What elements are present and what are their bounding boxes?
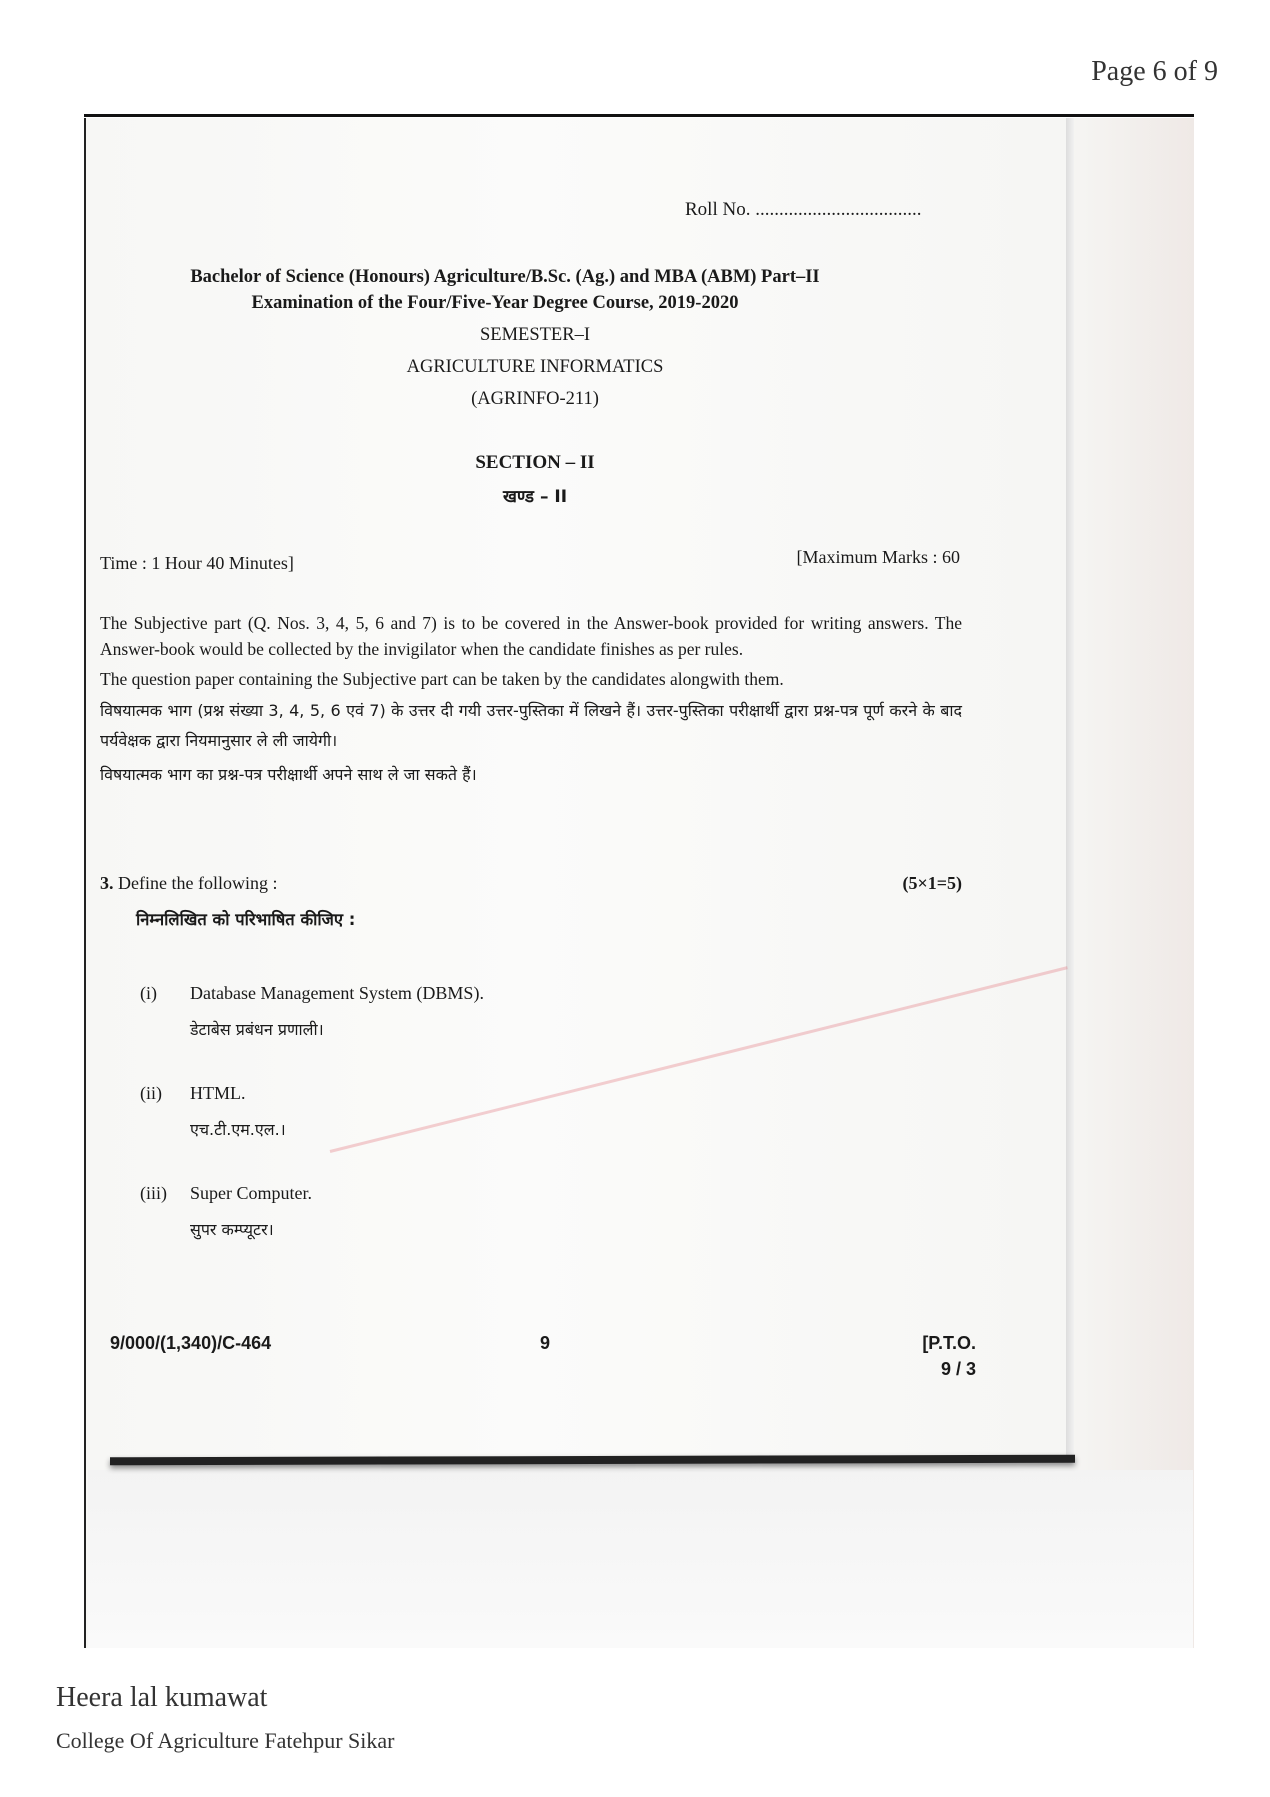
item-en: Super Computer. — [190, 1183, 312, 1203]
instruction-hi-2: विषयात्मक भाग का प्रश्न-पत्र परीक्षार्थी अपने साथ ले जा सकते हैं। — [100, 765, 477, 784]
instruction-hi-1: विषयात्मक भाग (प्रश्न संख्या 3, 4, 5, 6 एवं 7) के उत्तर दी गयी उत्तर-पुस्तिका में लिखने हैं। उत्तर-पुस्तिका परीक्षार्थी द्वारा प्रश्न-पत्र पूर्ण करने के बाद पर्यवेक्षक द्वारा नियमानुसार ले ली जायेगी। — [100, 701, 962, 750]
item-en: Database Management System (DBMS). — [190, 983, 484, 1003]
header-rule — [84, 114, 1194, 117]
question-hi: निम्नलिखित को परिभाषित कीजिए : — [136, 910, 356, 929]
item-numeral: (iii) — [140, 1183, 167, 1203]
roll-number: Roll No. ................................... — [685, 199, 922, 220]
question-item — [140, 980, 484, 1041]
paper-code: 9/000/(1,340)/C-464 — [110, 1333, 272, 1353]
question-item — [140, 1180, 312, 1241]
scan-right-edge — [1066, 118, 1074, 1458]
scan-lower-area — [88, 1470, 1193, 1648]
question-3 — [100, 870, 962, 896]
instructions — [100, 610, 962, 794]
instruction-en-2: The question paper containing the Subjective part can be taken by the candidates alongwith them. — [100, 669, 784, 689]
item-hi: डेटाबेस प्रबंधन प्रणाली। — [190, 1020, 324, 1040]
scan-left-edge — [84, 118, 86, 1648]
exam-header — [100, 264, 970, 412]
question-number: 3. — [100, 873, 114, 893]
question-text: Define the following : — [118, 873, 278, 893]
exam-title: Examination of the Four/Five-Year Degree Course, 2019-2020 — [251, 293, 739, 313]
paper-page-number: 9 — [540, 1333, 551, 1353]
item-numeral: (i) — [140, 983, 157, 1003]
section-heading — [100, 446, 970, 514]
section-hi: खण्ड – II — [502, 487, 568, 507]
item-en: HTML. — [190, 1083, 246, 1103]
question-item — [140, 1080, 286, 1141]
pto-label: [P.T.O. — [922, 1333, 976, 1353]
author-name: Heera lal kumawat — [56, 1682, 268, 1713]
subject-title: AGRICULTURE INFORMATICS — [406, 357, 664, 377]
page-number: Page 6 of 9 — [1091, 56, 1218, 87]
semester: SEMESTER–I — [480, 325, 590, 345]
college-name: College Of Agriculture Fatehpur Sikar — [56, 1728, 395, 1753]
subject-code: (AGRINFO-211) — [471, 389, 599, 409]
maximum-marks: [Maximum Marks : 60 — [796, 547, 960, 567]
time-allowed: Time : 1 Hour 40 Minutes] — [100, 553, 294, 573]
pto-block — [922, 1330, 976, 1382]
degree-title: Bachelor of Science (Honours) Agriculture/B.Sc. (Ag.) and MBA (ABM) Part–II — [190, 267, 820, 287]
instruction-en-1: The Subjective part (Q. Nos. 3, 4, 5, 6 and 7) is to be covered in the Answer-book provided for writing answers. The Answer-book would be collected by the invigilator when the candidate finishes as per rules. — [100, 613, 962, 659]
item-numeral: (ii) — [140, 1083, 162, 1103]
question-marks: (5×1=5) — [902, 873, 962, 893]
item-hi: एच.टी.एम.एल.। — [190, 1120, 286, 1140]
section-en: SECTION – II — [475, 452, 595, 473]
sheet-number: 9 / 3 — [940, 1359, 976, 1379]
item-hi: सुपर कम्प्यूटर। — [190, 1220, 274, 1240]
